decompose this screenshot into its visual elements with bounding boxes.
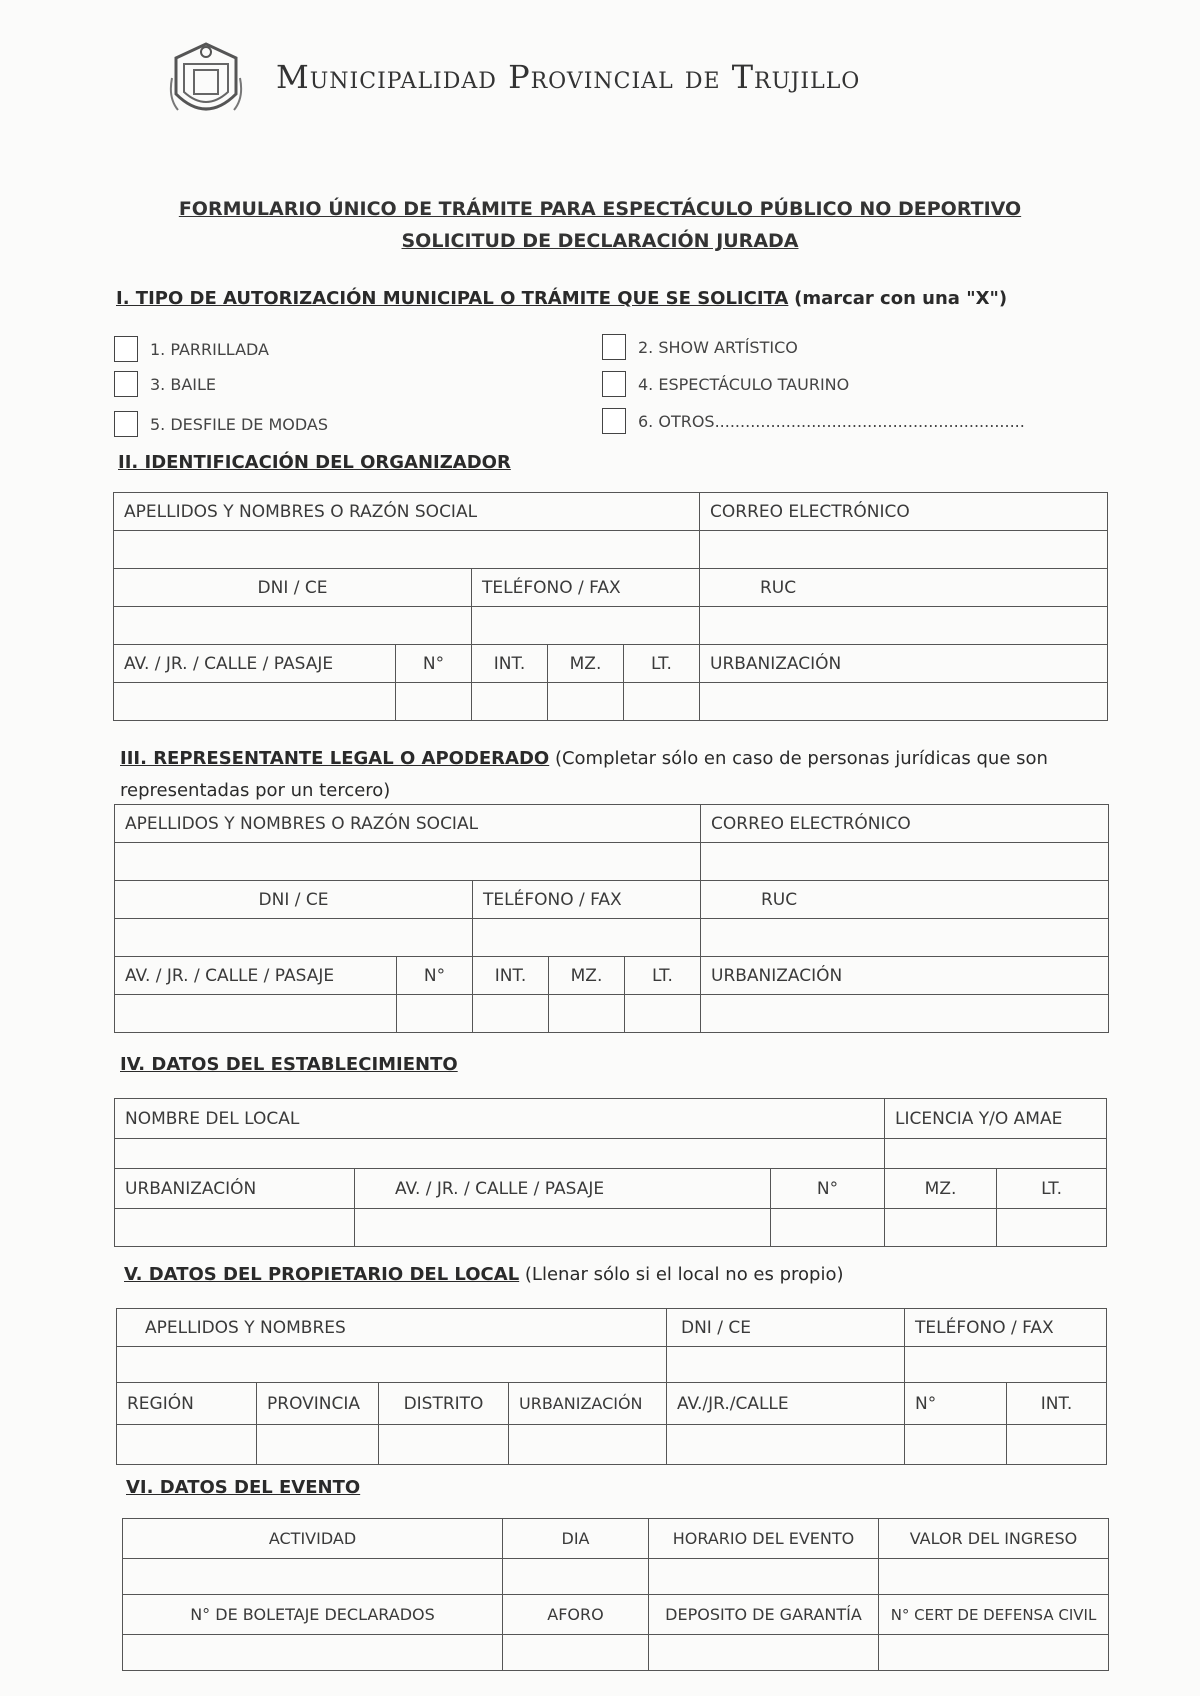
block-label: MZ. [885,1169,997,1209]
email-field[interactable] [700,531,1108,569]
region-label: REGIÓN [117,1383,257,1425]
number-field[interactable] [905,1425,1007,1465]
capacity-field[interactable] [503,1635,649,1671]
number-field[interactable] [771,1209,885,1247]
interior-field[interactable] [1007,1425,1107,1465]
number-label: N° [905,1383,1007,1425]
option-otros[interactable]: 6. OTROS............................................................. [602,408,1025,434]
dni-field[interactable] [114,607,472,645]
option-desfile-de-modas[interactable]: 5. DESFILE DE MODAS [114,411,328,437]
street-label: AV. / JR. / CALLE / PASAJE [114,645,396,683]
option-baile[interactable]: 3. BAILE [114,371,216,397]
section-4-heading: IV. DATOS DEL ESTABLECIMIENTO [120,1054,458,1075]
section-1-heading: I. TIPO DE AUTORIZACIÓN MUNICIPAL O TRÁMITE QUE SE SOLICITA (marcar con una "X") [116,288,1008,309]
lot-field[interactable] [624,683,700,721]
email-label: CORREO ELECTRÓNICO [700,493,1108,531]
checkbox[interactable] [602,334,626,360]
number-label: N° [771,1169,885,1209]
checkbox[interactable] [114,336,138,362]
interior-field[interactable] [472,683,548,721]
name-field[interactable] [115,843,701,881]
interior-label: INT. [1007,1383,1107,1425]
block-label: MZ. [548,645,624,683]
urbanization-label: URBANIZACIÓN [701,957,1109,995]
number-label: N° [396,645,472,683]
street-label: AV. / JR. / CALLE / PASAJE [355,1169,771,1209]
street-field[interactable] [667,1425,905,1465]
section-3-heading: III. REPRESENTANTE LEGAL O APODERADO (Completar sólo en caso de personas jurídicas que son representadas por un tercero) [120,748,1048,801]
activity-field[interactable] [123,1559,503,1595]
representative-table [114,804,1109,1033]
district-label: DISTRITO [379,1383,509,1425]
form-subtitle: SOLICITUD DE DECLARACIÓN JURADA [401,230,799,252]
lot-label: LT. [997,1169,1107,1209]
email-field[interactable] [701,843,1109,881]
dni-label: DNI / CE [115,881,473,919]
number-field[interactable] [396,683,472,721]
urbanization-field[interactable] [701,995,1109,1033]
urbanization-field[interactable] [509,1425,667,1465]
deposit-label: DEPOSITO DE GARANTÍA [649,1595,879,1635]
dni-label: DNI / CE [114,569,472,607]
number-field[interactable] [397,995,473,1033]
form-title: FORMULARIO ÚNICO DE TRÁMITE PARA ESPECTÁCULO PÚBLICO NO DEPORTIVO [178,198,1022,220]
option-parrillada[interactable]: 1. PARRILLADA [114,336,269,362]
event-table [122,1518,1109,1671]
entry-value-label: VALOR DEL INGRESO [879,1519,1109,1559]
block-field[interactable] [548,683,624,721]
section-6-heading: VI. DATOS DEL EVENTO [126,1477,361,1498]
dni-field[interactable] [115,919,473,957]
ruc-field[interactable] [700,607,1108,645]
owner-name-field[interactable] [117,1347,667,1383]
urbanization-label: URBANIZACIÓN [700,645,1108,683]
establishment-table [114,1098,1107,1247]
phone-label: TELÉFONO / FAX [905,1309,1107,1347]
urbanization-field[interactable] [700,683,1108,721]
province-label: PROVINCIA [257,1383,379,1425]
street-field[interactable] [115,995,397,1033]
section-2-heading: II. IDENTIFICACIÓN DEL ORGANIZADOR [118,452,511,473]
dni-label: DNI / CE [667,1309,905,1347]
street-label: AV./JR./CALLE [667,1383,905,1425]
phone-field[interactable] [905,1347,1107,1383]
region-field[interactable] [117,1425,257,1465]
license-label: LICENCIA Y/O AMAE [885,1099,1107,1139]
local-name-label: NOMBRE DEL LOCAL [115,1099,885,1139]
interior-field[interactable] [473,995,549,1033]
block-field[interactable] [885,1209,997,1247]
street-field[interactable] [114,683,396,721]
lot-label: LT. [625,957,701,995]
phone-field[interactable] [472,607,700,645]
section-5-heading: V. DATOS DEL PROPIETARIO DEL LOCAL (Llenar sólo si el local no es propio) [124,1264,844,1285]
owner-name-label: APELLIDOS Y NOMBRES [117,1309,667,1347]
district-field[interactable] [379,1425,509,1465]
phone-label: TELÉFONO / FAX [473,881,701,919]
number-label: N° [397,957,473,995]
name-field[interactable] [114,531,700,569]
name-label: APELLIDOS Y NOMBRES O RAZÓN SOCIAL [115,805,701,843]
schedule-label: HORARIO DEL EVENTO [649,1519,879,1559]
block-field[interactable] [549,995,625,1033]
interior-label: INT. [473,957,549,995]
ruc-field[interactable] [701,919,1109,957]
deposit-field[interactable] [649,1635,879,1671]
ruc-label: RUC [701,881,1109,919]
capacity-label: AFORO [503,1595,649,1635]
tickets-field[interactable] [123,1635,503,1671]
owner-table [116,1308,1107,1465]
street-field[interactable] [355,1209,771,1247]
checkbox[interactable] [602,371,626,397]
checkbox[interactable] [114,371,138,397]
lot-field[interactable] [625,995,701,1033]
tickets-label: N° DE BOLETAJE DECLARADOS [123,1595,503,1635]
day-field[interactable] [503,1559,649,1595]
name-label: APELLIDOS Y NOMBRES O RAZÓN SOCIAL [114,493,700,531]
activity-label: ACTIVIDAD [123,1519,503,1559]
municipality-name: Municipalidad Provincial de Trujillo [276,58,861,96]
urbanization-field[interactable] [115,1209,355,1247]
phone-label: TELÉFONO / FAX [472,569,700,607]
checkbox[interactable] [114,411,138,437]
urbanization-label: URBANIZACIÓN [509,1383,667,1425]
license-field[interactable] [885,1139,1107,1169]
email-label: CORREO ELECTRÓNICO [701,805,1109,843]
lot-field[interactable] [997,1209,1107,1247]
organizer-table [113,492,1108,721]
province-field[interactable] [257,1425,379,1465]
schedule-field[interactable] [649,1559,879,1595]
interior-label: INT. [472,645,548,683]
checkbox[interactable] [602,408,626,434]
option-espectaculo-taurino[interactable]: 4. ESPECTÁCULO TAURINO [602,371,849,397]
urbanization-label: URBANIZACIÓN [115,1169,355,1209]
option-show-artistico[interactable]: 2. SHOW ARTÍSTICO [602,334,798,360]
street-label: AV. / JR. / CALLE / PASAJE [115,957,397,995]
coat-of-arms-icon [168,38,244,128]
entry-value-field[interactable] [879,1559,1109,1595]
dni-field[interactable] [667,1347,905,1383]
civil-defense-label: N° CERT DE DEFENSA CIVIL [879,1595,1109,1635]
local-name-field[interactable] [115,1139,885,1169]
block-label: MZ. [549,957,625,995]
day-label: DIA [503,1519,649,1559]
lot-label: LT. [624,645,700,683]
ruc-label: RUC [700,569,1108,607]
phone-field[interactable] [473,919,701,957]
civil-defense-field[interactable] [879,1635,1109,1671]
